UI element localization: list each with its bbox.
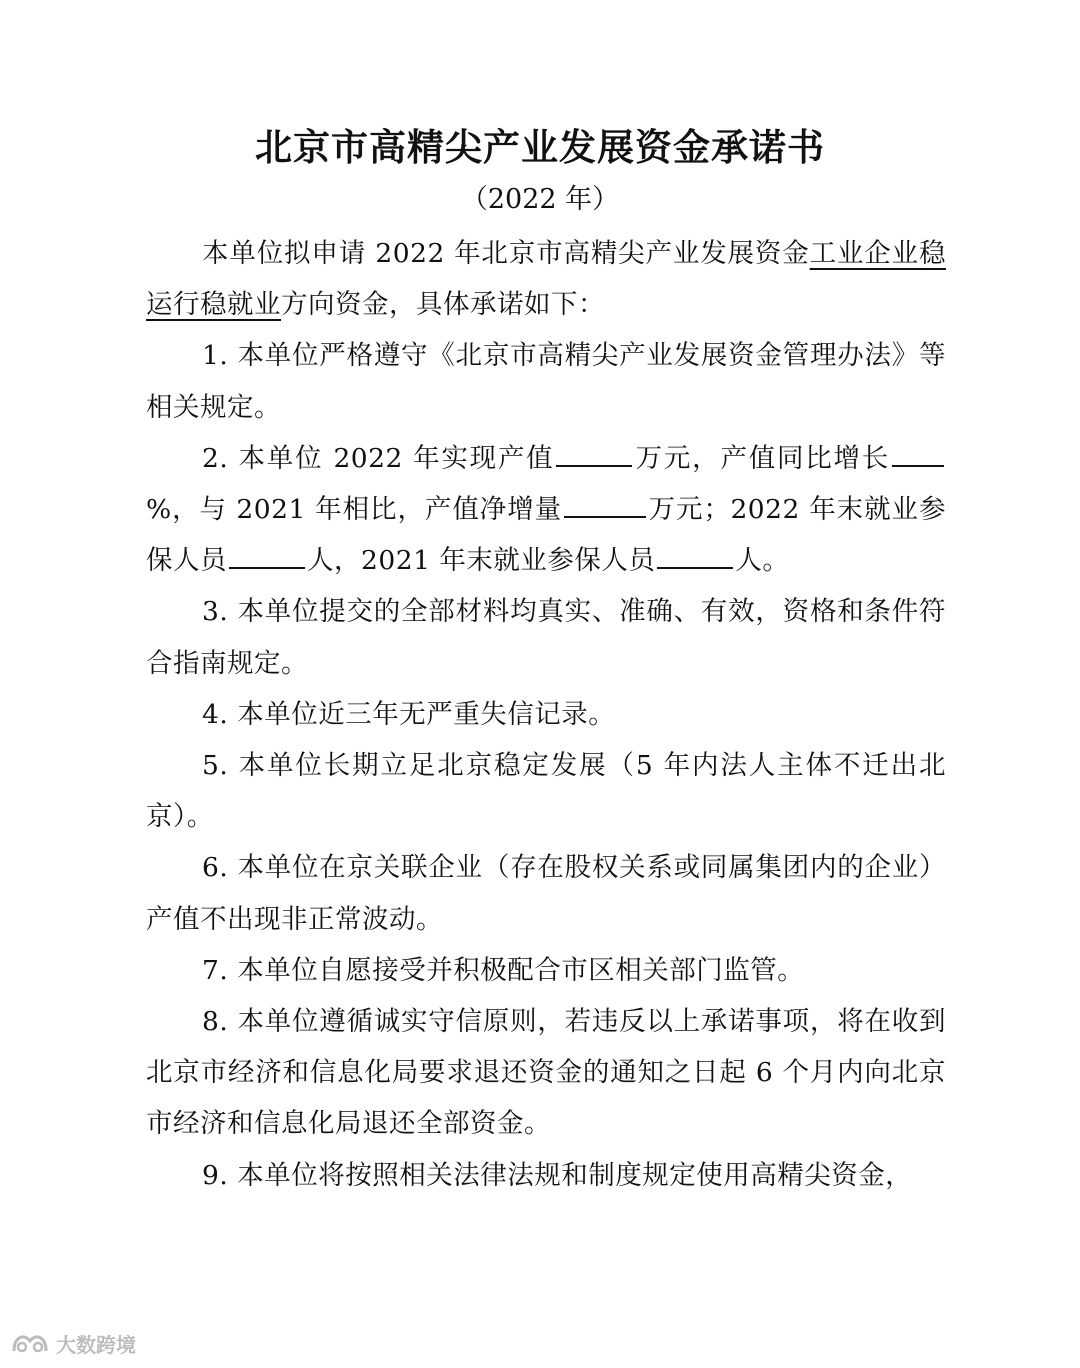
blank-net-increase [564,488,646,518]
item-1: 1. 本单位严格遵守《北京市高精尖产业发展资金管理办法》等相关规定。 [146,340,946,423]
document-title: 北京市高精尖产业发展资金承诺书 [255,126,825,169]
intro-underlined-direction: 工业企业稳运行稳就业 [146,238,947,321]
item-7: 7. 本单位自愿接受并积极配合市区相关部门监管。 [202,954,805,986]
blank-output-value [556,437,632,467]
document-body [146,228,946,1201]
blank-2022-insured-staff [229,539,305,569]
item-2-part-5: 人，2021 年末就业参保人员 [307,545,656,577]
item-9: 9. 本单位将按照相关法律法规和制度规定使用高精尖资金， [202,1159,913,1191]
item-3: 3. 本单位提交的全部材料均真实、准确、有效，资格和条件符合指南规定。 [146,596,946,679]
item-2-part-3: %，与 2021 年相比，产值净增量 [146,494,563,526]
item-2-part-6: 人。 [735,545,790,577]
intro-text-a: 本单位拟申请 2022 年北京市高精尖产业发展资金 [202,238,810,269]
document-subtitle: （2022 年） [460,184,620,215]
item-8: 8. 本单位遵循诚实守信原则，若违反以上承诺事项，将在收到北京市经济和信息化局要求退还资金的通知之日起 6 个月内向北京市经济和信息化局退还全部资金。 [146,1006,946,1140]
watermark-text: 大数跨境 [56,1332,136,1357]
brand-logo-icon [10,1329,50,1357]
watermark [10,1326,136,1360]
item-6: 6. 本单位在京关联企业（存在股权关系或同属集团内的企业）产值不出现非正常波动。 [146,852,946,935]
intro-text-b: 方向资金，具体承诺如下： [281,289,605,321]
item-4: 4. 本单位近三年无严重失信记录。 [202,698,616,730]
blank-growth-rate [892,437,944,467]
item-2-part-1: 2. 本单位 2022 年实现产值 [202,442,555,474]
item-2-part-2: 万元，产值同比增长 [634,442,891,474]
blank-2021-insured-staff [657,539,733,569]
intro-paragraph [146,228,946,330]
item-2-part-4: 万元；2022 年末就业参保人员 [146,494,947,577]
item-2 [146,433,946,587]
item-5: 5. 本单位长期立足北京稳定发展（5 年内法人主体不迁出北京）。 [146,750,946,833]
